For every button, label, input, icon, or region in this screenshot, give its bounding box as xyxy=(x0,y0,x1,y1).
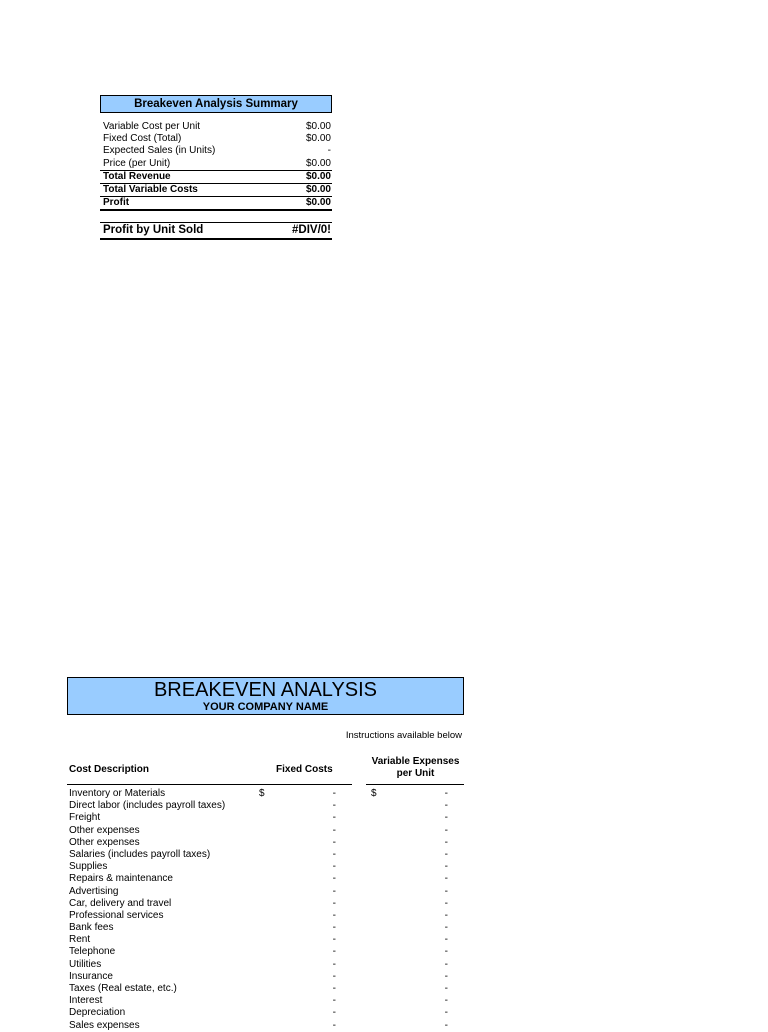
cost-description: Advertising xyxy=(69,885,119,897)
variable-cost-value: - xyxy=(444,934,448,946)
summary-row-value: $0.00 xyxy=(305,133,331,145)
col-header-variable-expenses: Variable Expenses per Unit xyxy=(371,756,460,779)
cost-description: Depreciation xyxy=(69,1007,126,1019)
cost-row xyxy=(67,959,464,971)
breakeven-summary xyxy=(100,95,332,240)
breakeven-analysis-table xyxy=(67,677,464,1032)
header-divider xyxy=(67,784,352,785)
cost-row xyxy=(67,861,464,873)
fixed-cost-value: - xyxy=(332,983,336,994)
cost-row xyxy=(67,873,464,885)
cost-row xyxy=(67,837,464,849)
variable-cost-value: - xyxy=(444,922,448,934)
summary-row xyxy=(100,158,332,171)
fixed-currency-symbol: $ xyxy=(259,788,265,799)
cost-description: Supplies xyxy=(69,861,108,873)
summary-row-value: - xyxy=(327,145,331,157)
cost-row xyxy=(67,1007,464,1019)
fixed-cost-value: - xyxy=(332,800,336,812)
cost-description: Sales expenses xyxy=(69,1019,140,1031)
cost-description: Utilities xyxy=(69,958,102,970)
fixed-cost-value: - xyxy=(332,934,336,946)
variable-cost-value: - xyxy=(444,861,448,873)
cost-rows xyxy=(67,788,464,1032)
variable-cost-value: - xyxy=(444,812,448,824)
variable-cost-value: - xyxy=(444,983,448,994)
summary-row-value: $0.00 xyxy=(305,197,331,209)
analysis-title: BREAKEVEN ANALYSIS xyxy=(153,679,378,701)
fixed-cost-value: - xyxy=(332,922,336,934)
variable-cost-value: - xyxy=(444,970,448,982)
variable-currency-symbol: $ xyxy=(371,788,377,799)
summary-row-label: Price (per Unit) xyxy=(103,157,171,169)
summary-title: Breakeven Analysis Summary xyxy=(100,95,332,113)
summary-row xyxy=(100,197,332,211)
fixed-cost-value: - xyxy=(332,824,336,836)
divider-gap xyxy=(352,782,366,786)
summary-row-value: $0.00 xyxy=(305,121,331,132)
fixed-cost-value: - xyxy=(332,946,336,958)
instructions-note: Instructions available below xyxy=(345,730,462,741)
summary-rows xyxy=(100,121,332,211)
variable-cost-value: - xyxy=(444,788,448,799)
fixed-cost-value: - xyxy=(332,1007,336,1019)
fixed-cost-value: - xyxy=(332,897,336,909)
cost-row xyxy=(67,934,464,946)
cost-description: Freight xyxy=(69,812,101,824)
fixed-cost-value: - xyxy=(332,909,336,921)
variable-cost-value: - xyxy=(444,1019,448,1031)
fixed-cost-value: - xyxy=(332,836,336,848)
variable-cost-value: - xyxy=(444,1007,448,1019)
summary-row xyxy=(100,171,332,184)
summary-row-value: $0.00 xyxy=(305,157,331,169)
profit-by-unit-row xyxy=(100,222,332,240)
cost-description: Repairs & maintenance xyxy=(69,873,173,885)
profit-by-unit-value: #DIV/0! xyxy=(292,224,331,237)
summary-row-value: $0.00 xyxy=(305,170,331,182)
summary-row-label: Total Variable Costs xyxy=(103,184,198,196)
cost-description: Telephone xyxy=(69,946,116,958)
summary-row-label: Fixed Cost (Total) xyxy=(103,133,182,145)
fixed-cost-value: - xyxy=(332,958,336,970)
cost-description: Inventory or Materials xyxy=(69,788,166,799)
fixed-cost-value: - xyxy=(332,995,336,1007)
cost-row xyxy=(67,946,464,958)
fixed-cost-value: - xyxy=(332,1019,336,1031)
summary-row xyxy=(100,121,332,133)
column-headers xyxy=(67,754,464,784)
summary-row xyxy=(100,133,332,145)
variable-cost-value: - xyxy=(444,995,448,1007)
fixed-cost-value: - xyxy=(332,788,336,799)
profit-by-unit-label: Profit by Unit Sold xyxy=(103,224,204,237)
cost-description: Rent xyxy=(69,934,91,946)
variable-cost-value: - xyxy=(444,873,448,885)
cost-row xyxy=(67,995,464,1007)
fixed-cost-value: - xyxy=(332,873,336,885)
cost-row xyxy=(67,922,464,934)
cost-row xyxy=(67,886,464,898)
variable-cost-value: - xyxy=(444,800,448,812)
fixed-cost-value: - xyxy=(332,848,336,860)
cost-description: Professional services xyxy=(69,909,164,921)
analysis-title-box xyxy=(67,677,464,715)
cost-row xyxy=(67,800,464,812)
cost-description: Insurance xyxy=(69,970,113,982)
summary-row-label: Variable Cost per Unit xyxy=(103,121,201,132)
header-divider xyxy=(352,784,464,785)
cost-row xyxy=(67,983,464,995)
summary-row-value: $0.00 xyxy=(305,184,331,196)
summary-row-label: Expected Sales (in Units) xyxy=(103,145,216,157)
variable-cost-value: - xyxy=(444,885,448,897)
summary-row-label: Total Revenue xyxy=(103,170,171,182)
fixed-cost-value: - xyxy=(332,812,336,824)
fixed-cost-value: - xyxy=(332,885,336,897)
company-name: YOUR COMPANY NAME xyxy=(202,701,329,713)
variable-cost-value: - xyxy=(444,824,448,836)
cost-row xyxy=(67,849,464,861)
variable-cost-value: - xyxy=(444,909,448,921)
variable-cost-value: - xyxy=(444,897,448,909)
summary-row xyxy=(100,145,332,157)
cost-row xyxy=(67,1020,464,1032)
variable-cost-value: - xyxy=(444,836,448,848)
fixed-cost-value: - xyxy=(332,861,336,873)
fixed-cost-value: - xyxy=(332,970,336,982)
col-header-fixed-costs: Fixed Costs xyxy=(276,764,333,775)
cost-description: Car, delivery and travel xyxy=(69,897,172,909)
col-header-description: Cost Description xyxy=(69,764,150,775)
cost-description: Bank fees xyxy=(69,922,114,934)
variable-cost-value: - xyxy=(444,946,448,958)
cost-row xyxy=(67,825,464,837)
cost-row xyxy=(67,971,464,983)
summary-row xyxy=(100,184,332,197)
cost-description: Interest xyxy=(69,995,103,1007)
cost-description: Direct labor (includes payroll taxes) xyxy=(69,800,226,812)
cost-row xyxy=(67,910,464,922)
cost-description: Taxes (Real estate, etc.) xyxy=(69,983,177,994)
cost-row xyxy=(67,812,464,824)
cost-row xyxy=(67,898,464,910)
cost-description: Other expenses xyxy=(69,824,140,836)
cost-description: Other expenses xyxy=(69,836,140,848)
summary-row-label: Profit xyxy=(103,197,130,209)
cost-description: Salaries (includes payroll taxes) xyxy=(69,848,211,860)
cost-row xyxy=(67,788,464,800)
variable-cost-value: - xyxy=(444,958,448,970)
variable-cost-value: - xyxy=(444,848,448,860)
